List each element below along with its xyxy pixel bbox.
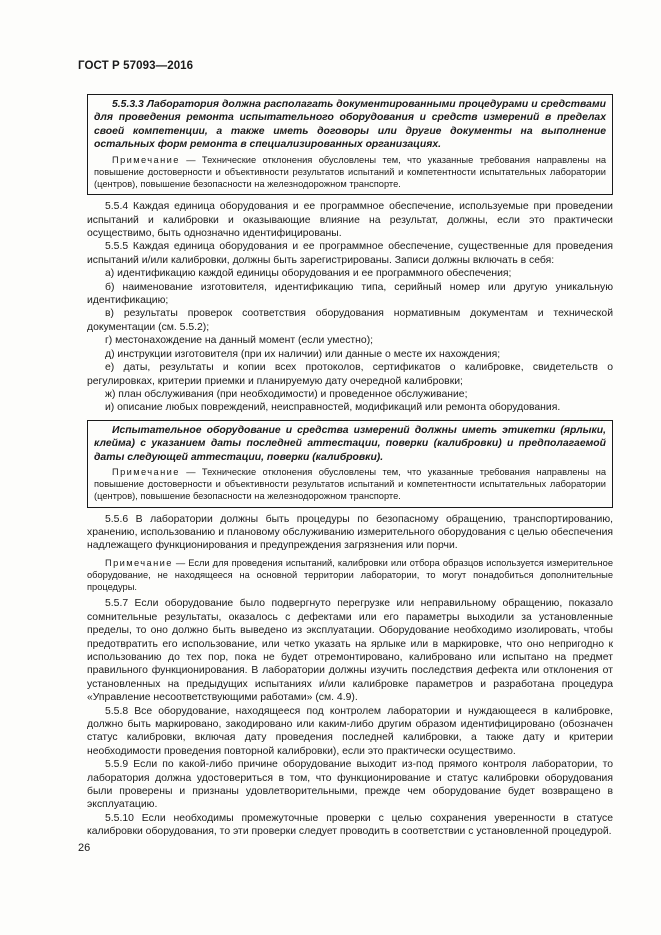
boxed-section-5-5-3-3 <box>87 94 613 195</box>
paragraph: 5.5.4 Каждая единица оборудования и ее программное обеспечение, используемые при проведении испытаний и калибровки и оказывающие влияние на результат, должны, если это практически осуществимо, быть однозначно идентифицированы. <box>87 201 613 240</box>
page-body <box>87 94 613 839</box>
note <box>94 466 606 503</box>
list-item: д) инструкции изготовителя (при их наличии) или данные о месте их нахождения; <box>105 348 501 360</box>
boxed-section-labels <box>87 420 613 508</box>
paragraph: 5.5.7 Если оборудование было подвергнуто перегрузке или неправильному обращению, показало сомнительные результаты, оказалось с дефектами или его параметры выходили за установленные пределы, то оно должно быть выведено из эксплуатации. Оборудование необходимо изолировать, чтобы предотвратить его использование, или четко указать на ярлыке или в маркировке, что оно непригодно к использованию до тех пор, пока не будет отремонтировано, калибровано или испытано на предмет правильного функционирования. В лаборатории должны изучить последствия дефекта или отклонения от установленных на предыдущих испытаниях и/или калибровке параметров и разработана процедура «Управление несоответствующими работами» (см. 4.9). <box>87 598 613 704</box>
document-header: ГОСТ Р 57093—2016 <box>78 60 194 72</box>
paragraph: 5.5.5 Каждая единица оборудования и ее программное обеспечение, существенные для проведения испытаний и/или калибровки, должны быть зарегистрированы. Записи должны включать в себя: <box>87 241 613 266</box>
note-label: Примечание <box>112 466 180 477</box>
page-number: 26 <box>78 842 91 854</box>
list-item: в) результаты проверок соответствия оборудования нормативным документам и технической документации (см. 5.5.2); <box>87 308 613 333</box>
note <box>94 154 606 191</box>
paragraph: 5.5.10 Если необходимы промежуточные проверки с целью сохранения уверенности в статусе калибровки оборудования, то эти проверки следует проводить в соответствии с установленной процедурой. <box>87 812 613 838</box>
boxed-text: Испытательное оборудование и средства измерений должны иметь этикетки (ярлыки, клейма) с указанием даты последней аттестации, поверки (калибровки) и предполагаемой даты следующей аттестации, поверки (калибровки). <box>94 424 606 463</box>
list-item: и) описание любых повреждений, неисправностей, модификаций или ремонта оборудования. <box>105 402 561 414</box>
list-item: е) даты, результаты и копии всех протоколов, сертификатов о калибровке, свидетельств о регулировках, критерии приемки и планируемую дату очередной калибровки; <box>87 362 613 387</box>
note-text: — Технические отклонения обусловлены тем, что указанные требования направлены на повышение достоверности и объективности результатов испытаний и компетентности испытательных лаборатории (центров), повышение безопасности на железнодорожном транспорте. <box>94 154 606 190</box>
note-label: Примечание <box>112 154 180 165</box>
paragraph: 5.5.8 Все оборудование, находящееся под контролем лаборатории и нуждающееся в калибровке, должно быть маркировано, закодировано или каким-либо другим образом идентифицировано (обозначен статус калибровки, включая дату проведения последней калибровки, а также дату и критерии необходимости проведения повторной калибровки), если это практически осуществимо. <box>87 705 613 757</box>
list-item: б) наименование изготовителя, идентификацию типа, серийный номер или другую уникальную идентификацию; <box>87 281 613 307</box>
note-text: — Если для проведения испытаний, калибровки или отбора образцов используется измерительное оборудование, не находящееся на основной территории лаборатории, то могут понадобиться дополнительные процедуры. <box>87 557 613 593</box>
note-label: Примечание <box>105 557 173 568</box>
boxed-text: 5.5.3.3 Лаборатория должна располагать документированными процедурами и средствами для проведения ремонта испытательного оборудования и средств измерений в пределах своей компетенции, а также иметь договоры или другие документы на выполнение остальных форм ремонта в специализированных организациях. <box>94 99 606 151</box>
paragraph: 5.5.9 Если по какой-либо причине оборудование выходит из-под прямого контроля лаборатории, то лаборатория должна удостовериться в том, что функционирование и статус калибровки оборудования были проверены и признаны удовлетворительными, прежде чем оборудование будет возвращено в эксплуатацию. <box>87 759 613 811</box>
list-item: г) местонахождение на данный момент (если уместно); <box>105 335 374 347</box>
list-item: а) идентификацию каждой единицы оборудования и ее программного обеспечения; <box>105 268 512 280</box>
note-text: — Технические отклонения обусловлены тем, что указанные требования направлены на повышение достоверности и объективности результатов испытаний и компетентности испытательных лаборатории (центров), повышение безопасности на железнодорожном транспорте. <box>94 466 606 502</box>
list-item: ж) план обслуживания (при необходимости) и проведенное обслуживание; <box>105 388 468 400</box>
note <box>87 557 613 594</box>
paragraph: 5.5.6 В лаборатории должны быть процедуры по безопасному обращению, транспортированию, хранению, использованию и плановому обслуживанию измерительного оборудования с целью обеспечения надлежащего функционирования и предупреждения загрязнения или порчи. <box>87 513 613 552</box>
